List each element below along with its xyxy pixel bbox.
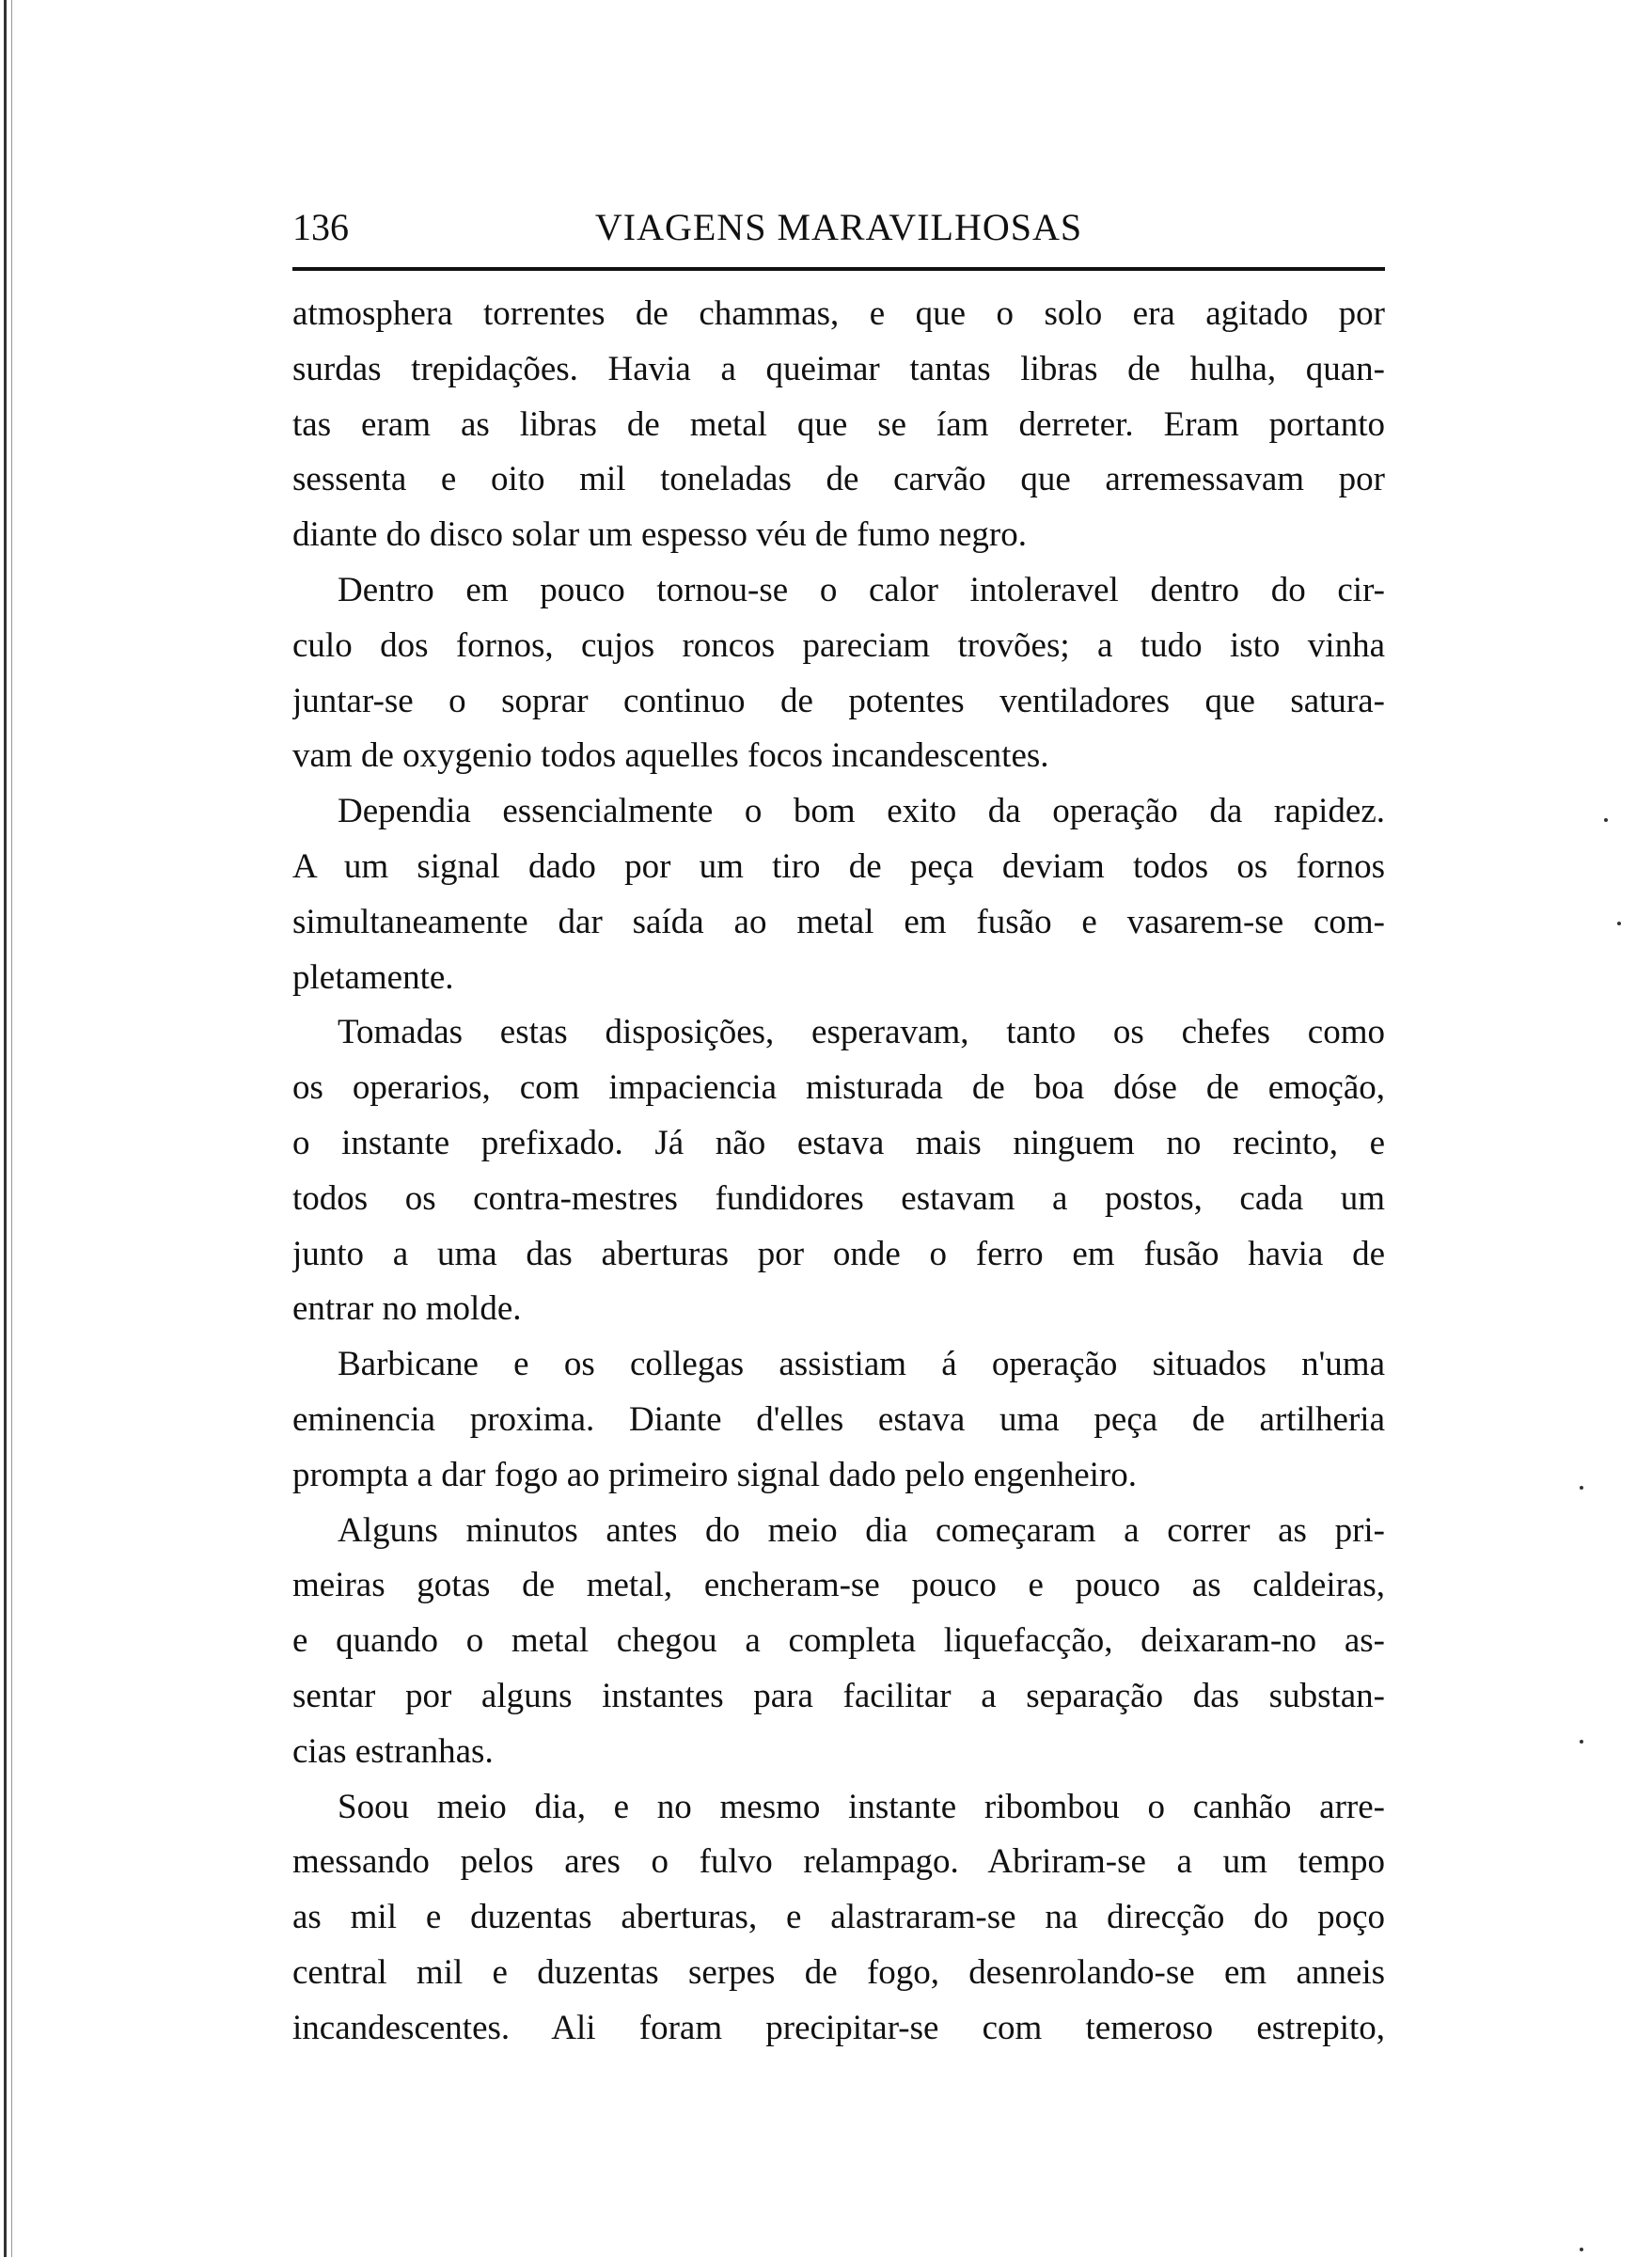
- text-line: entrar no molde.: [292, 1289, 522, 1329]
- book-binding-edge: [4, 0, 7, 2257]
- page-number: 136: [292, 206, 349, 248]
- text-line: Barbicane e os collegas assistiam á operação situados n'uma: [338, 1345, 1385, 1384]
- text-line: eminencia proxima. Diante d'elles estava uma peça de artilheria: [292, 1399, 1385, 1439]
- header-rule: [292, 267, 1385, 271]
- text-line: Alguns minutos antes do meio dia começaram a correr as pri-: [338, 1510, 1385, 1550]
- text-line: messando pelos ares o fulvo relampago. Abriram-se a um tempo: [292, 1842, 1385, 1882]
- text-line: os operarios, com impaciencia misturada de boa dóse de emoção,: [292, 1068, 1385, 1108]
- text-line: junto a uma das aberturas por onde o ferro em fusão havia de: [292, 1234, 1385, 1273]
- text-line: meiras gotas de metal, encheram-se pouco e pouco as caldeiras,: [292, 1566, 1385, 1605]
- text-line: Tomadas estas disposições, esperavam, tanto os chefes como: [338, 1013, 1385, 1052]
- text-line: A um signal dado por um tiro de peça deviam todos os fornos: [292, 846, 1385, 886]
- text-line: pletamente.: [292, 957, 454, 997]
- running-title: VIAGENS MARAVILHOSAS: [594, 206, 1083, 248]
- text-line: sentar por alguns instantes para facilitar a separação das substan-: [292, 1676, 1385, 1715]
- text-line: diante do disco solar um espesso véu de fumo negro.: [292, 515, 1027, 555]
- text-line: Dependia essencialmente o bom exito da operação da rapidez.: [338, 792, 1385, 831]
- scan-speck: [1604, 818, 1608, 822]
- text-line: todos os contra-mestres fundidores estavam a postos, cada um: [292, 1178, 1385, 1218]
- text-line: atmosphera torrentes de chammas, e que o solo era agitado por: [292, 294, 1385, 333]
- text-line: cias estranhas.: [292, 1731, 494, 1771]
- text-line: surdas trepidações. Havia a queimar tantas libras de hulha, quan-: [292, 349, 1385, 388]
- text-line: as mil e duzentas aberturas, e alastraram-se na direcção do poço: [292, 1898, 1385, 1937]
- text-line: central mil e duzentas serpes de fogo, desenrolando-se em anneis: [292, 1952, 1385, 1992]
- text-line: simultaneamente dar saída ao metal em fusão e vasarem-se com-: [292, 902, 1385, 941]
- page-body-text: [292, 287, 1385, 2057]
- text-line: Soou meio dia, e no mesmo instante ribombou o canhão arre-: [338, 1787, 1385, 1826]
- text-line: incandescentes. Ali foram precipitar-se com temeroso estrepito,: [292, 2008, 1385, 2047]
- text-line: vam de oxygenio todos aquelles focos incandescentes.: [292, 736, 1049, 776]
- text-line: prompta a dar fogo ao primeiro signal dado pelo engenheiro.: [292, 1455, 1137, 1494]
- text-line: culo dos fornos, cujos roncos pareciam trovões; a tudo isto vinha: [292, 625, 1385, 665]
- text-line: sessenta e oito mil toneladas de carvão que arremessavam por: [292, 460, 1385, 499]
- scan-speck: [1580, 1740, 1583, 1744]
- scan-speck: [1617, 922, 1621, 925]
- book-binding-shadow: [11, 0, 12, 2257]
- text-line: juntar-se o soprar continuo de potentes ventiladores que satura-: [292, 681, 1385, 720]
- scan-speck: [1580, 2248, 1583, 2251]
- text-line: e quando o metal chegou a completa liquefacção, deixaram-no as-: [292, 1621, 1385, 1661]
- text-line: o instante prefixado. Já não estava mais ninguem no recinto, e: [292, 1123, 1385, 1162]
- scan-speck: [1580, 1486, 1583, 1490]
- text-line: tas eram as libras de metal que se íam derreter. Eram portanto: [292, 404, 1385, 444]
- text-line: Dentro em pouco tornou-se o calor intoleravel dentro do cir-: [338, 570, 1385, 609]
